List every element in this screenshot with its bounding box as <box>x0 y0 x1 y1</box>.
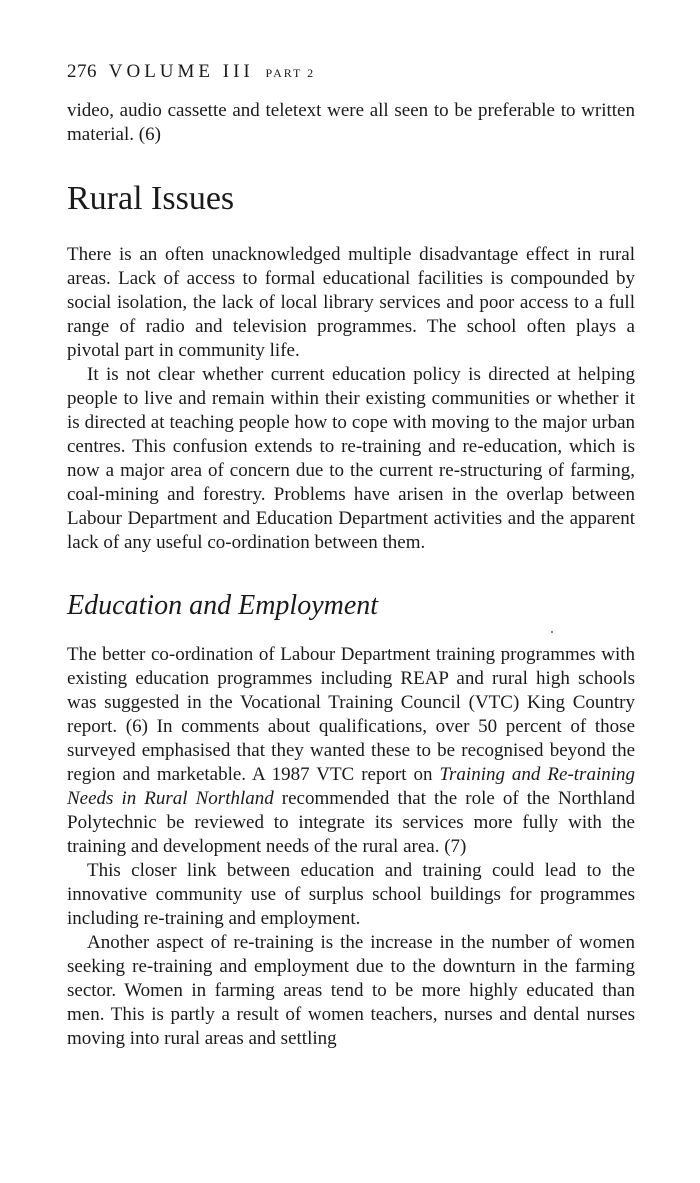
running-header <box>67 60 635 85</box>
intro-paragraph: video, audio cassette and teletext were all seen to be preferable to written material. (6) <box>67 100 635 145</box>
education-employment-paragraph-1 <box>67 643 635 859</box>
stray-ink-dot <box>551 631 553 633</box>
rural-issues-paragraph-1: There is an often unacknowledged multiple disadvantage effect in rural areas. Lack of access to formal educational facilities is compounded by social isolation, the lack of local library services and poor access to a full range of radio and television programmes. The school often plays a pivotal part in community life. <box>67 244 635 361</box>
paragraph-text-part: recommended that the role of the Northland Polytechnic be reviewed to integrate its services more fully with the training and development needs of the rural area. (7) <box>67 788 635 857</box>
report-title: Training and Re-training Needs in Rural Northland <box>67 764 635 809</box>
rural-issues-paragraph-2: It is not clear whether current education policy is directed at helping people to live and remain within their existing communities or whether it is directed at teaching people how to cope with moving to the major urban centres. This confusion extends to re-training and re-education, which is now a major area of concern due to the current re-structuring of farming, coal-mining and forestry. Problems have arisen in the overlap between Labour Department and Education Department activities and the apparent lack of any useful co-ordination between them. <box>67 364 635 553</box>
page-number: 276 <box>67 61 97 82</box>
paragraph-text-part: The better co-ordination of Labour Department training programmes with existing education programmes including REAP and rural high schools was suggested in the Vocational Training Council (VTC) King Country report. (6) In comments about qualifications, over 50 percent of those surveyed emphasised that they wanted these to be recognised beyond the region and marketable. A 1987 VTC report on <box>67 644 635 785</box>
section-heading-rural-issues: Rural Issues <box>67 180 235 217</box>
part-label: PART 2 <box>265 66 316 80</box>
education-employment-paragraph-3: Another aspect of re-training is the increase in the number of women seeking re-training and employment due to the downturn in the farming sector. Women in farming areas tend to be more highly educated than men. This is partly a result of women teachers, nurses and dental nurses moving into rural areas and settling <box>67 932 635 1049</box>
education-employment-paragraph-2: This closer link between education and training could lead to the innovative community use of surplus school buildings for programmes including re-training and employment. <box>67 860 635 929</box>
volume-label: VOLUME III <box>108 61 254 82</box>
document-page <box>67 60 635 1051</box>
subsection-heading-education-employment: Education and Employment <box>67 590 379 621</box>
